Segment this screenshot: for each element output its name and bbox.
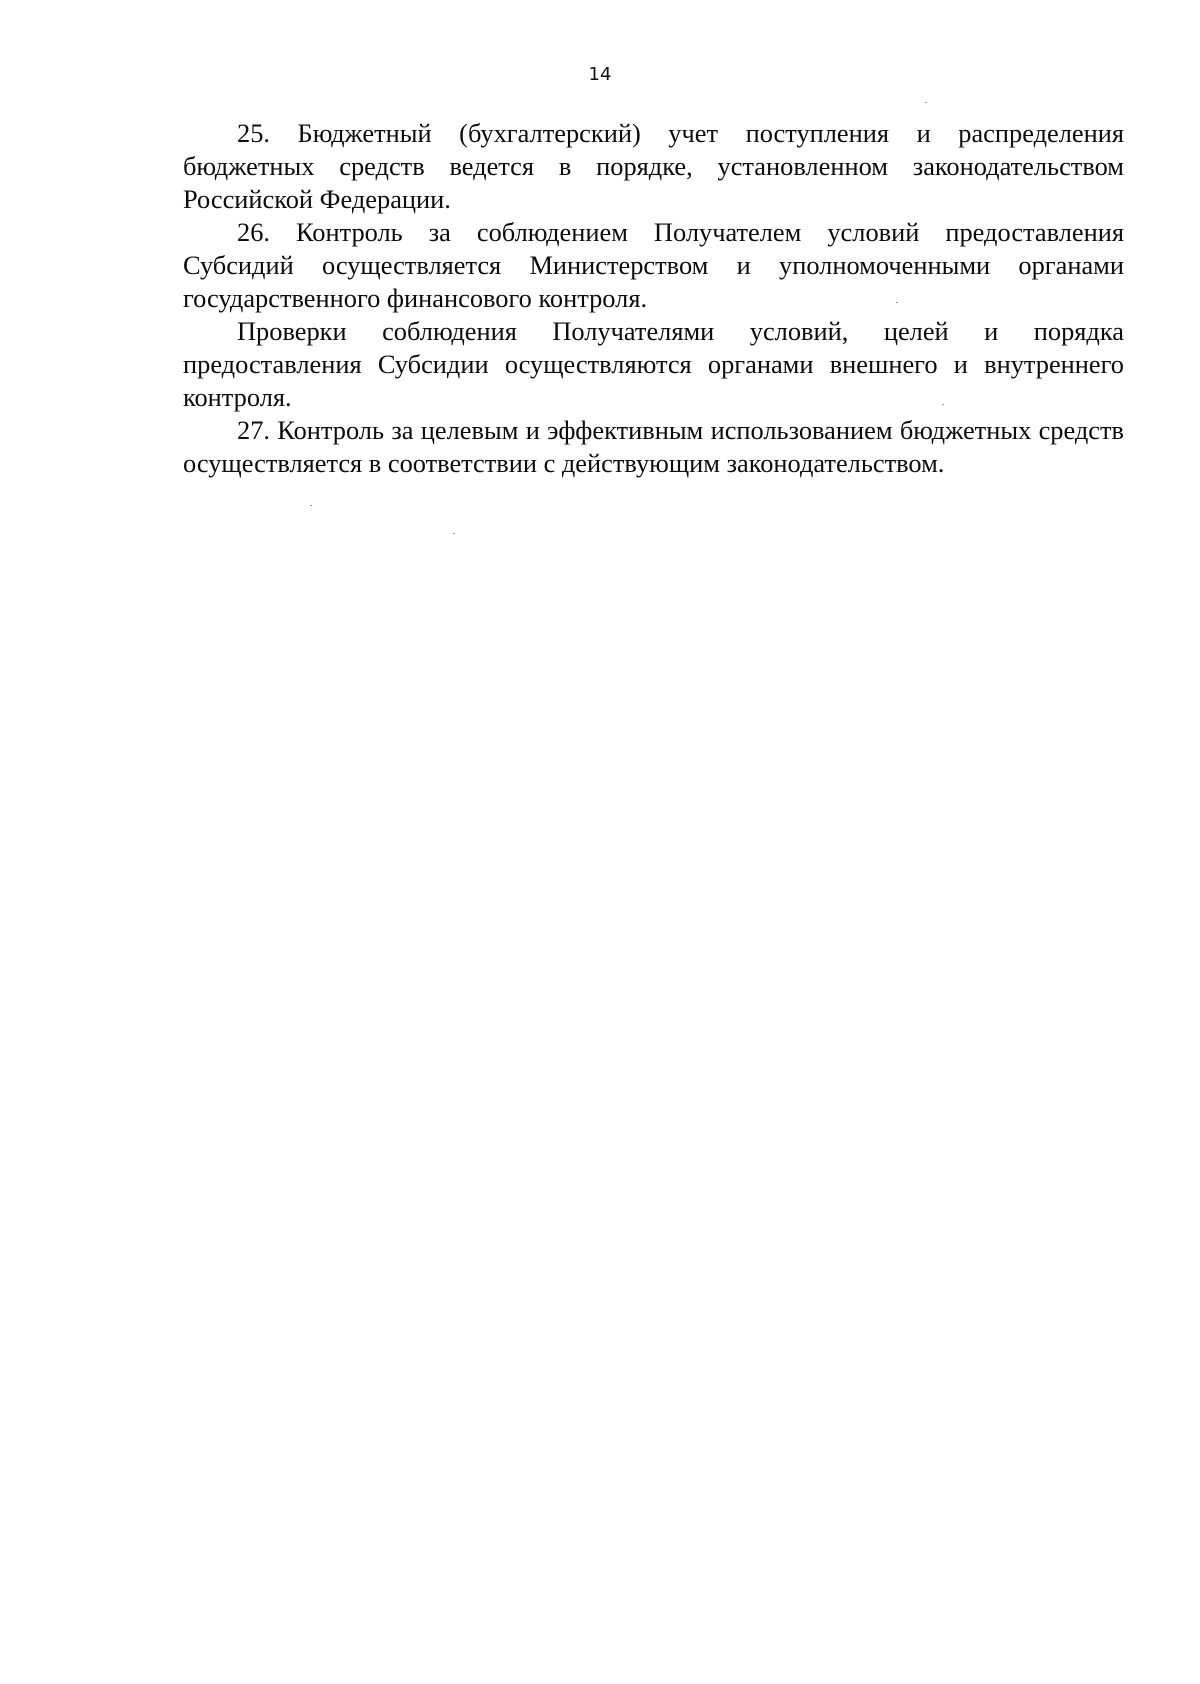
scan-speck <box>942 404 944 405</box>
scan-speck <box>310 505 312 506</box>
paragraph-inspections: Проверки соблюдения Получателями условий, целей и порядка предоставления Субсидии осуществляются органами внешнего и внутреннего контроля. <box>183 316 1124 412</box>
scan-speck <box>896 302 898 303</box>
scan-speck <box>925 102 927 103</box>
paragraph-26: 26. Контроль за соблюдением Получателем условий предоставления Субсидий осуществляется Министерством и уполномоченными органами государственного финансового контроля. <box>183 217 1124 313</box>
document-body <box>183 117 1124 480</box>
paragraph-25: 25. Бюджетный (бухгалтерский) учет поступления и распределения бюджетных средств ведется в порядке, установленном законодательством Российской Федерации. <box>183 118 1124 214</box>
scan-speck <box>453 533 455 534</box>
paragraph-27: 27. Контроль за целевым и эффективным использованием бюджетных средств осуществляется в соответствии с действующим законодательством. <box>183 415 1124 478</box>
page-number: 14 <box>588 64 612 85</box>
